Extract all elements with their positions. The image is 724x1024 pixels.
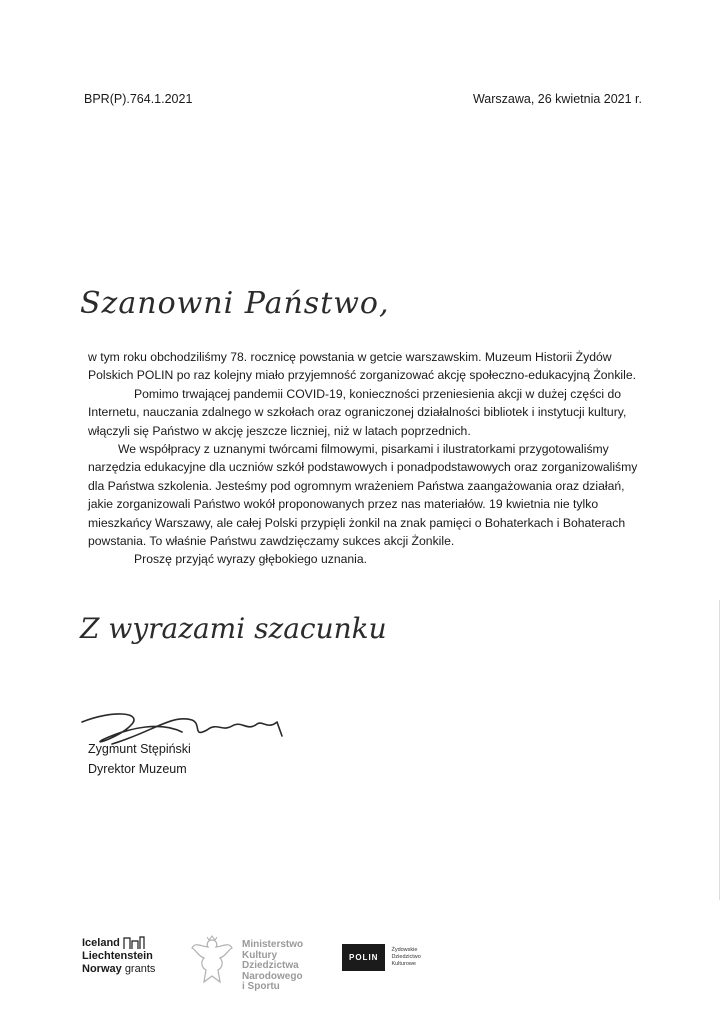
paragraph-1: w tym roku obchodziliśmy 78. rocznicę powstania w getcie warszawskim. Muzeum Historii Żydów Polskich POLIN po raz kolejny miało przyjemność zorganizować akcję społeczno-edukacyjną Żonkile. <box>88 350 637 383</box>
paragraph-4: Proszę przyjąć wyrazy głębokiego uznania. <box>134 552 368 567</box>
signatory <box>88 739 191 779</box>
efta-line-3: Norway <box>82 963 122 975</box>
polin-line-3: Kulturowe <box>391 961 416 967</box>
grants-mark-icon <box>123 936 145 950</box>
scan-edge-divider <box>719 600 720 900</box>
place-date: Warszawa, 26 kwietnia 2021 r. <box>472 92 642 106</box>
letter-body <box>88 348 648 569</box>
signatory-title: Dyrektor Muzeum <box>88 762 187 776</box>
handwritten-closing: Z wyrazami szacunku <box>80 612 387 645</box>
efta-line-4: grants <box>124 963 156 975</box>
ministry-line-4: Narodowego <box>242 970 303 982</box>
polin-logo <box>342 944 421 971</box>
polin-line-1: Żydowskie <box>391 947 418 953</box>
polin-mark: POLIN <box>342 944 385 971</box>
paragraph-2: Pomimo trwającej pandemii COVID-19, konieczności przeniesienia akcji w dużej części do Internetu, nauczania zdalnego w szkołach oraz ograniczonej działalności bibliotek i instytucji kultury, włączyli się Państwo w akcję jeszcze liczniej, niż w latach poprzednich. <box>88 386 627 438</box>
handwritten-salutation: Szanowni Państwo, <box>80 286 390 321</box>
ministry-line-3: Dziedzictwa <box>242 960 299 971</box>
eagle-emblem-icon <box>190 934 234 988</box>
ministry-line-1: Ministerstwo <box>242 939 304 950</box>
ministry-line-2: Kultury <box>242 949 277 961</box>
document-reference: BPR(P).764.1.2021 <box>84 92 193 106</box>
efta-grants-logo <box>82 936 155 976</box>
ministry-line-5: i Sportu <box>242 981 280 992</box>
ministry-logo <box>190 934 303 993</box>
paragraph-3: We współpracy z uznanymi twórcami filmowymi, pisarkami i ilustratorkami przygotowaliśmy narzędzia edukacyjne dla uczniów szkół podstawowych i ponadpodstawowych oraz zorganizowaliśmy dla Państwa szkolenia. Jesteśmy pod ogromnym wrażeniem Państwa zaangażowania oraz działań, jakie zorganizowali Państwo wokół proponowanych przez nas materiałów. 19 kwietnia nie tylko mieszkańcy Warszawy, ale całej Polski przypięli żonkil na znak pamięci o Bohaterkach i Bohaterach powstania. To właśnie Państwu zawdzięczamy sukces akcji Żonkile. <box>88 442 638 549</box>
signatory-name: Zygmunt Stępiński <box>88 742 191 756</box>
efta-line-2: Liechtenstein <box>82 950 153 962</box>
polin-line-2: Dziedzictwo <box>391 954 421 960</box>
efta-line-1: Iceland <box>82 936 120 949</box>
